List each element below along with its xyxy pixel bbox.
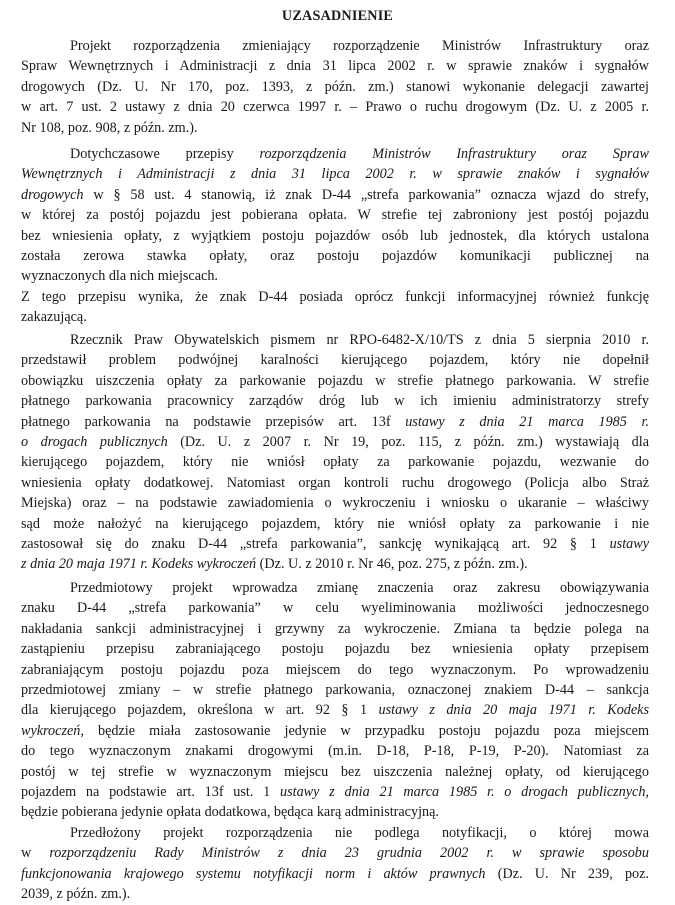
text-line: płatnego parkowania na podstawie przepisów art. 13f ustawy z dnia 21 marca 1985 r. bbox=[21, 413, 650, 430]
text-line: Dotychczasowe przepisy rozporządzenia Ministrów Infrastruktury oraz Spraw bbox=[70, 146, 649, 162]
text-line: Nr 108, poz. 908, z późn. zm.). bbox=[21, 119, 198, 136]
text-line: znaku D-44 „strefa parkowania” w celu wyeliminowania możliwości jednoczesnego bbox=[21, 600, 649, 617]
paragraph-1 bbox=[21, 36, 649, 138]
text-line: pojazdem na podstawie art. 13f ust. 1 ustawy z dnia 21 marca 1985 r. o drogach publicznych, bbox=[21, 784, 649, 801]
text-line: funkcjonowania krajowego systemu notyfikacji norm i aktów prawnych (Dz. U. Nr 239, poz. bbox=[21, 865, 649, 882]
text-line: zakazującą. bbox=[21, 309, 87, 326]
text-line: z dnia 20 maja 1971 r. Kodeks wykroczeń (Dz. U. z 2010 r. Nr 46, poz. 275, z późn. zm.). bbox=[21, 556, 528, 573]
text-line: zastosował się do znaku D-44 „strefa parkowania”, sankcję wynikającą art. 92 § 1 ustawy bbox=[21, 536, 649, 553]
text-line: w której za postój pojazdu jest pobierana opłata. W strefie tej zabroniony jest postój pojazdu bbox=[21, 207, 649, 224]
text-line: wniesienia opłaty dodatkowej. Natomiast organ kontroli ruchu drogowego (Policja albo Straż bbox=[21, 474, 649, 491]
text-line: Z tego przepisu wynika, że znak D-44 posiada oprócz funkcji informacyjnej również funkcję bbox=[21, 289, 649, 305]
text-line: wyznaczonych dla nich miejscach. bbox=[21, 268, 218, 285]
text-line: wykroczeń, będzie miała zastosowanie jedynie w przypadku postoju pojazdu poza miejscem bbox=[21, 722, 649, 739]
text-line: zastąpieniu przepisu zabraniającego postoju pojazdu bez wniesienia opłaty przepisem bbox=[21, 641, 649, 658]
text-line: będzie pobierana jedynie opłata dodatkowa, będąca karą administracyjną. bbox=[21, 804, 439, 821]
text-line: Spraw Wewnętrznych i Administracji z dnia 31 lipca 2002 r. w sprawie znaków i sygnałów bbox=[21, 58, 649, 75]
text-line: Miejska) oraz – na podstawie zawiadomienia o wykroczeniu i wniosku o ukaranie – właściwy bbox=[21, 495, 649, 512]
text-line: 2039, z późn. zm.). bbox=[21, 886, 131, 903]
text-line: płatnego parkowania pracownicy zarządów dróg lub w ich imieniu administratorzy strefy bbox=[21, 393, 649, 410]
text-line: Przedmiotowy projekt wprowadza zmianę znaczenia oraz zakresu obowiązywania bbox=[70, 580, 649, 596]
text-line: bez wniesienia opłaty, z wyjątkiem postoju pojazdów osób lub jednostek, dla których ustalona bbox=[21, 227, 649, 244]
text-line: kierującego pojazdem, który nie wniósł opłaty za parkowanie pojazdu, wezwanie do bbox=[21, 454, 649, 471]
text-line: w rozporządzeniu Rady Ministrów z dnia 23 grudnia 2002 r. w sprawie sposobu bbox=[21, 845, 649, 862]
text-line: Wewnętrznych i Administracji z dnia 31 lipca 2002 r. w sprawie znaków i sygnałów bbox=[21, 166, 649, 183]
text-line: sąd może nałożyć na kierującego pojazdem, który nie wniósł opłaty za parkowanie i nie bbox=[21, 515, 649, 532]
text-line: dla kierującego pojazdem, określona w art. 92 § 1 ustawy z dnia 20 maja 1971 r. Kodeks bbox=[21, 702, 649, 719]
text-line: zabraniającym postoju pojazdu poza miejscem do tego wyznaczonym. Po wprowadzeniu bbox=[21, 661, 649, 678]
text-line: Przedłożony projekt rozporządzenia nie podlega notyfikacji, o której mowa bbox=[70, 825, 649, 841]
text-line: drogowych w § 58 ust. 4 stanowią, iż znak D-44 „strefa parkowania” oznacza wjazd do strefy, bbox=[21, 186, 649, 203]
text-line: o drogach publicznych (Dz. U. z 2007 r. Nr 19, poz. 115, z późn. zm.) wystawiają dla bbox=[21, 434, 649, 451]
text-line: Rzecznik Praw Obywatelskich pismem nr RPO-6482-X/10/TS z dnia 5 sierpnia 2010 r. bbox=[70, 332, 649, 348]
paragraph-3 bbox=[21, 287, 649, 328]
paragraph-4 bbox=[21, 330, 649, 575]
text-line: przedmiotowej zmiany – w strefie płatnego parkowania, oznaczonej znakiem D-44 – sankcja bbox=[21, 682, 649, 699]
text-line: została zerowa stawka opłaty, oraz postoju pojazdów komunikacji publicznej na bbox=[21, 248, 649, 265]
text-line: postój w tej strefie w wyznaczonym miejscu bez uiszczenia należnej opłaty, od kierującego bbox=[21, 763, 649, 780]
text-line: przedstawił problem podwójnej karalności kierującego pojazdem, który nie dopełnił bbox=[21, 352, 649, 369]
text-line: obowiązku uiszczenia opłaty za parkowanie pojazdu w strefie płatnego parkowania. W strefie bbox=[21, 372, 649, 389]
text-line: w art. 7 ust. 2 ustawy z dnia 20 czerwca 1997 r. – Prawo o ruchu drogowym (Dz. U. z 2005 r. bbox=[21, 99, 649, 116]
paragraph-6 bbox=[21, 823, 649, 905]
text-line: nakładania sankcji administracyjnej i grzywny za wykroczenie. Zmiana ta będzie polega na bbox=[21, 620, 649, 637]
document-title: UZASADNIENIE bbox=[281, 8, 394, 24]
text-line: drogowych (Dz. U. Nr 170, poz. 1393, z późn. zm.) stanowi wykonanie delegacji zawartej bbox=[21, 78, 649, 95]
text-line: do tego wyznaczonym znakami drogowymi (m.in. D-18, P-18, P-19, P-20). Natomiast za bbox=[21, 743, 649, 760]
paragraph-5 bbox=[21, 578, 649, 823]
text-line: Projekt rozporządzenia zmieniający rozporządzenie Ministrów Infrastruktury oraz bbox=[70, 38, 649, 54]
paragraph-2 bbox=[21, 144, 649, 287]
